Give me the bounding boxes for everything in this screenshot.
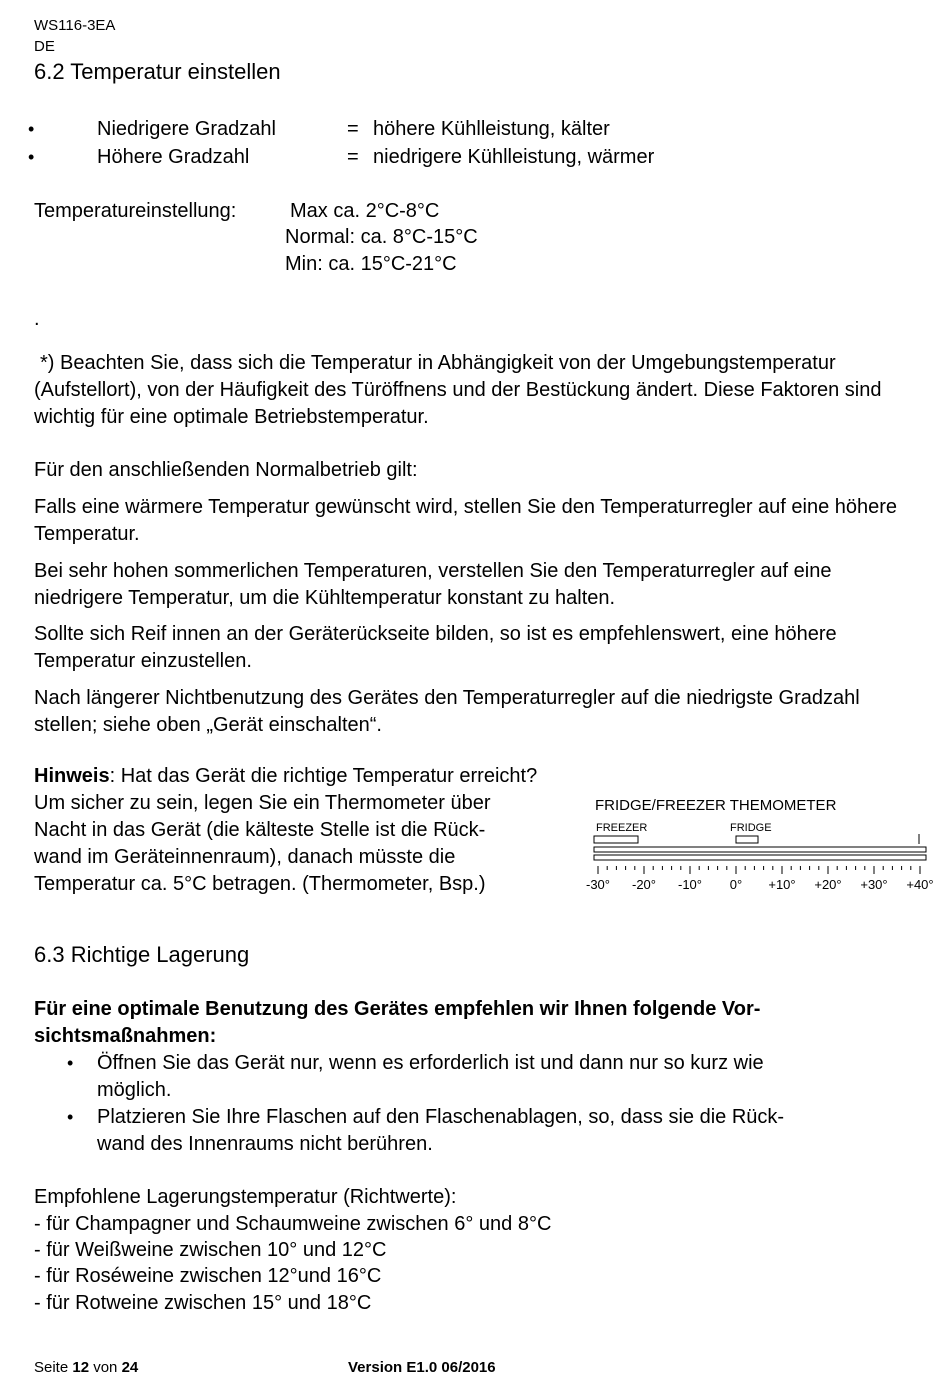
thermometer-tube-lower (594, 855, 926, 860)
bullet-equals: = (347, 118, 359, 140)
hint-line-5: Temperatur ca. 5°C betragen. (Thermometer, Bsp.) (34, 873, 486, 895)
bullet-value-lower: höhere Kühlleistung, kälter (373, 118, 610, 140)
scale-label: +30° (860, 877, 888, 892)
bullet-dot: • (28, 119, 35, 139)
hint-label: Hinweis (34, 765, 110, 787)
precaution-bottles-line-2: wand des Innenraums nicht berühren. (97, 1133, 433, 1155)
storage-rose: - für Roséweine zwischen 12°und 16°C (34, 1265, 382, 1287)
scale-label: +40° (906, 877, 934, 892)
precautions-intro-line-2: sichtsmaßnahmen: (34, 1025, 217, 1047)
scale-label: +20° (814, 877, 842, 892)
scale-label: 0° (729, 877, 743, 892)
setting-min: Min: ca. 15°C-21°C (285, 253, 457, 275)
page-number: Seite 12 von 24 (34, 1359, 139, 1376)
thermometer-ticks (598, 866, 920, 874)
storage-heading: Empfohlene Lagerungstemperatur (Richtwerte): (34, 1186, 457, 1208)
scale-label: +10° (768, 877, 796, 892)
storage-white: - für Weißweine zwischen 10° und 12°C (34, 1239, 387, 1261)
bullet-value-higher: niedrigere Kühlleistung, wärmer (373, 146, 655, 168)
model-number: WS116-3EA (34, 17, 116, 34)
paragraph-frost: Sollte sich Reif innen an der Geräterückseite bilden, so ist es empfehlenswert, eine höhere Temperatur einzustellen. (34, 623, 837, 672)
thermometer-tube (594, 847, 926, 852)
bullet-equals: = (347, 146, 359, 168)
temperature-setting-label: Temperatureinstellung: (34, 200, 237, 222)
section-6-3-title: 6.3 Richtige Lagerung (34, 942, 250, 967)
fridge-marker (736, 836, 758, 843)
setting-max: Max ca. 2°C-8°C (290, 200, 440, 222)
scale-label: -20° (632, 877, 656, 892)
paragraph-non-use: Nach längerer Nichtbenutzung des Gerätes den Temperaturregler auf die niedrigste Gradzahl stellen; siehe oben „Gerät einschalten“. (34, 687, 860, 736)
precaution-open-line-1: Öffnen Sie das Gerät nur, wenn es erforderlich ist und dann nur so kurz wie (97, 1052, 764, 1074)
bullet-dot: • (67, 1107, 74, 1127)
precaution-bottles-line-1: Platzieren Sie Ihre Flaschen auf den Flaschenablagen, so, dass sie die Rück- (97, 1106, 785, 1128)
paragraph-warmer: Falls eine wärmere Temperatur gewünscht wird, stellen Sie den Temperaturregler auf eine höhere Temperatur. (34, 496, 898, 545)
bullet-label-lower: Niedrigere Gradzahl (97, 118, 276, 140)
bullet-dot: • (67, 1053, 74, 1073)
version-info: Version E1.0 06/2016 (348, 1359, 496, 1376)
hint-line-2: Um sicher zu sein, legen Sie ein Thermometer über (34, 792, 491, 814)
scale-label: -30° (586, 877, 610, 892)
bullet-dot: • (28, 147, 35, 167)
bullet-label-higher: Höhere Gradzahl (97, 146, 250, 168)
precautions-intro-line-1: Für eine optimale Benutzung des Gerätes empfehlen wir Ihnen folgende Vor- (34, 998, 761, 1020)
hint-line-3: Nacht in das Gerät (die kälteste Stelle ist die Rück- (34, 819, 486, 841)
scale-label: -10° (678, 877, 702, 892)
temperature-note: *) Beachten Sie, dass sich die Temperatur in Abhängigkeit von der Umgebungstemperatur (Aufstellort), von der Häufigkeit des Türöffnens und der Bestückung ändert. Diese Faktoren sind wichtig für eine optimale Betriebstemperatur. (34, 352, 882, 428)
normal-operation-heading: Für den anschließenden Normalbetrieb gilt: (34, 459, 418, 481)
paragraph-summer: Bei sehr hohen sommerlichen Temperaturen, verstellen Sie den Temperaturregler auf eine niedrigere Temperatur, um die Kühltemperatur konstant zu halten. (34, 560, 832, 609)
fridge-label: FRIDGE (730, 822, 772, 834)
thermometer-scale (586, 877, 934, 892)
language-code: DE (34, 38, 55, 55)
storage-red: - für Rotweine zwischen 15° und 18°C (34, 1292, 372, 1314)
precaution-open-line-2: möglich. (97, 1079, 172, 1101)
setting-normal: Normal: ca. 8°C-15°C (285, 226, 478, 248)
section-6-2-title: 6.2 Temperatur einstellen (34, 59, 281, 84)
stray-dot: . (34, 308, 40, 330)
storage-champagne: - für Champagner und Schaumweine zwischen 6° und 8°C (34, 1213, 552, 1235)
freezer-marker (594, 836, 638, 843)
freezer-label: FREEZER (596, 822, 648, 834)
hint-line-4: wand im Geräteinnenraum), danach müsste die (34, 846, 456, 868)
thermometer-illustration (576, 792, 938, 898)
thermometer-title: FRIDGE/FREEZER THEMOMETER (595, 797, 837, 814)
hint-line-1: Hinweis: Hat das Gerät die richtige Temperatur erreicht? (34, 765, 538, 787)
